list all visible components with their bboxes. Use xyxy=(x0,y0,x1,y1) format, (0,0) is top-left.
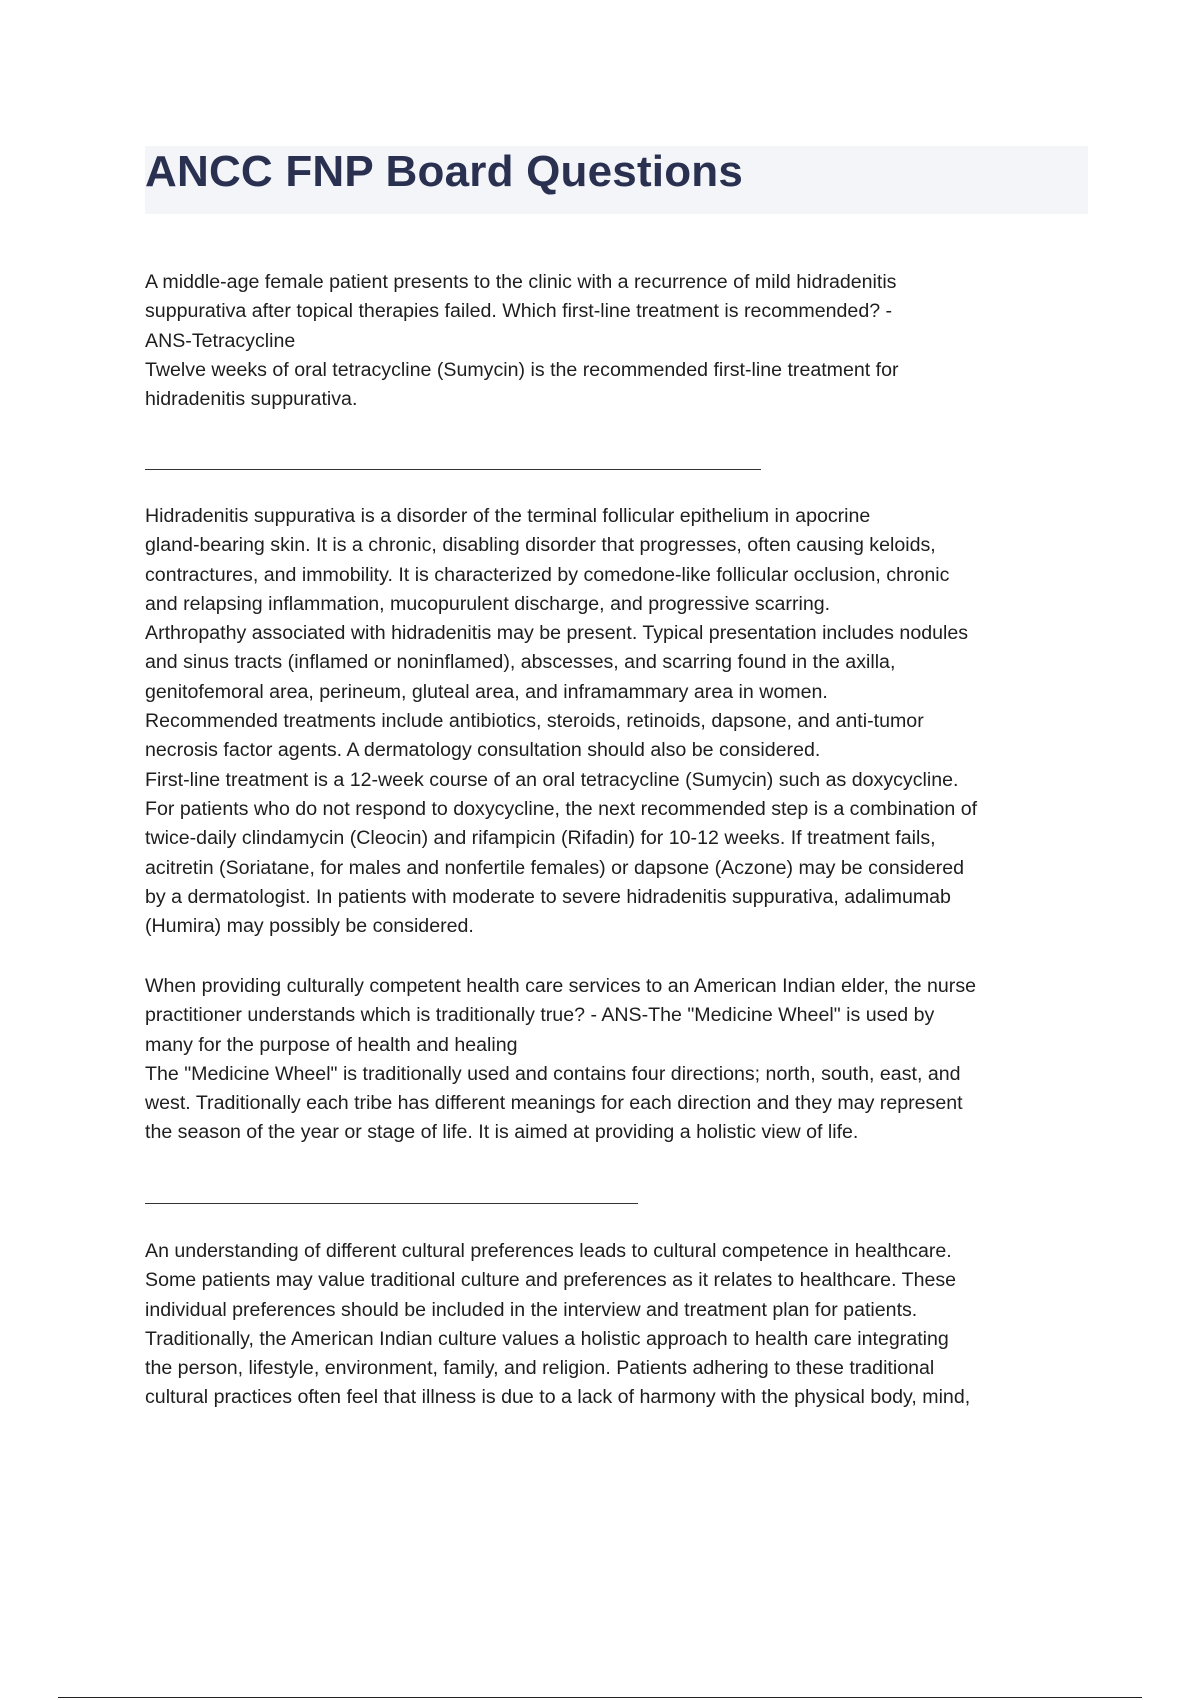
section-divider xyxy=(145,469,761,470)
text-line: The "Medicine Wheel" is traditionally used and contains four directions; north, south, east, and xyxy=(145,1062,961,1085)
text-line: cultural practices often feel that illness is due to a lack of harmony with the physical body, mind, xyxy=(145,1386,971,1409)
text-line: twice-daily clindamycin (Cleocin) and rifampicin (Rifadin) for 10-12 weeks. If treatment fails, xyxy=(145,827,936,850)
text-line: contractures, and immobility. It is characterized by comedone-like follicular occlusion, chronic xyxy=(145,563,950,586)
explanation-block-1 xyxy=(145,502,1105,941)
question-block-2 xyxy=(145,972,1105,1148)
text-line: ANS-Tetracycline xyxy=(145,329,296,352)
text-line: When providing culturally competent health care services to an American Indian elder, the nurse xyxy=(145,975,977,997)
text-line: Recommended treatments include antibiotics, steroids, retinoids, dapsone, and anti-tumor xyxy=(145,710,924,733)
text-line: and sinus tracts (inflamed or noninflamed), abscesses, and scarring found in the axilla, xyxy=(145,651,896,674)
text-line: and relapsing inflammation, mucopurulent discharge, and progressive scarring. xyxy=(145,592,831,615)
text-line: Hidradenitis suppurativa is a disorder of the terminal follicular epithelium in apocrine xyxy=(145,505,871,527)
question-block-1 xyxy=(145,268,1105,414)
text-line: Some patients may value traditional culture and preferences as it relates to healthcare. These xyxy=(145,1269,957,1292)
text-line: Twelve weeks of oral tetracycline (Sumycin) is the recommended first-line treatment for xyxy=(145,358,899,381)
text-line: An understanding of different cultural preferences leads to cultural competence in healthcare. xyxy=(145,1240,952,1262)
text-line: suppurativa after topical therapies failed. Which first-line treatment is recommended? - xyxy=(145,300,893,323)
text-line: individual preferences should be included in the interview and treatment plan for patients. xyxy=(145,1298,918,1321)
text-line: Arthropathy associated with hidradenitis may be present. Typical presentation includes nodules xyxy=(145,622,969,645)
text-line: many for the purpose of health and healing xyxy=(145,1033,518,1056)
text-line: west. Traditionally each tribe has different meanings for each direction and they may represent xyxy=(145,1092,963,1115)
page-bottom-border xyxy=(58,1697,1142,1698)
text-line: the person, lifestyle, environment, family, and religion. Patients adhering to these traditional xyxy=(145,1357,935,1380)
text-line: gland-bearing skin. It is a chronic, disabling disorder that progresses, often causing keloids, xyxy=(145,534,936,557)
text-line: A middle-age female patient presents to the clinic with a recurrence of mild hidradenitis xyxy=(145,271,897,293)
text-line: genitofemoral area, perineum, gluteal area, and inframammary area in women. xyxy=(145,680,828,703)
text-line: acitretin (Soriatane, for males and nonfertile females) or dapsone (Aczone) may be considered xyxy=(145,856,965,879)
page-title: ANCC FNP Board Questions xyxy=(145,147,744,196)
text-line: (Humira) may possibly be considered. xyxy=(145,915,474,938)
text-line: practitioner understands which is traditionally true? - ANS-The "Medicine Wheel" is used by xyxy=(145,1004,935,1027)
text-line: necrosis factor agents. A dermatology consultation should also be considered. xyxy=(145,739,821,762)
section-divider xyxy=(145,1203,638,1204)
text-line: For patients who do not respond to doxycycline, the next recommended step is a combination of xyxy=(145,797,978,820)
text-line: Traditionally, the American Indian culture values a holistic approach to health care integrating xyxy=(145,1327,949,1350)
explanation-block-2 xyxy=(145,1237,1105,1413)
text-line: the season of the year or stage of life. It is aimed at providing a holistic view of life. xyxy=(145,1121,859,1144)
text-line: hidradenitis suppurativa. xyxy=(145,388,358,411)
text-line: First-line treatment is a 12-week course of an oral tetracycline (Sumycin) such as doxycycline. xyxy=(145,768,959,791)
text-line: by a dermatologist. In patients with moderate to severe hidradenitis suppurativa, adalimumab xyxy=(145,885,951,908)
